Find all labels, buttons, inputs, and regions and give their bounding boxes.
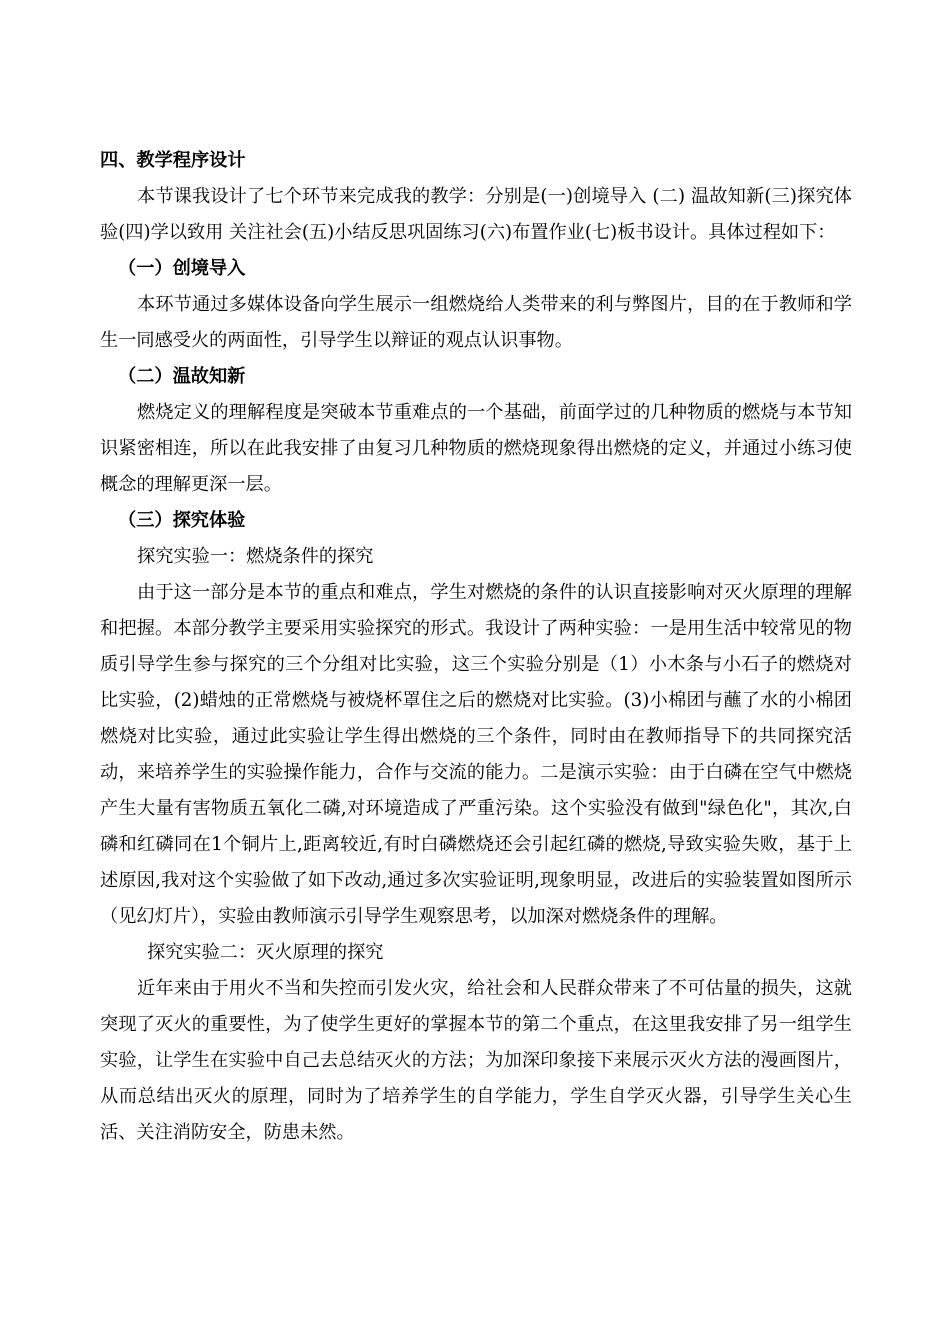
part1-title: （一）创境导入 — [118, 258, 246, 279]
part2-paragraph: 燃烧定义的理解程度是突破本节重难点的一个基础，前面学过的几种物质的燃烧与本节知识紧密相连，所以在此我安排了由复习几种物质的燃烧现象得出燃烧的定义，并通过小练习使概念的理解更深一层。 — [100, 402, 852, 495]
document-content — [100, 143, 852, 1151]
section-title: 四、教学程序设计 — [100, 150, 246, 171]
part3-title: （三）探究体验 — [118, 510, 246, 531]
experiment1-paragraph: 由于这一部分是本节的重点和难点，学生对燃烧的条件的认识直接影响对灭火原理的理解和把握。本部分教学主要采用实验探究的形式。我设计了两种实验：一是用生活中较常见的物质引导学生参与探究的三个分组对比实验，这三个实验分别是（1）小木条与小石子的燃烧对比实验，(2)蜡烛的正常燃烧与被烧杯罩住之后的燃烧对比实验。(3)小棉团与蘸了水的小棉团燃烧对比实验，通过此实验让学生得出燃烧的三个条件，同时由在教师指导下的共同探究活动，来培养学生的实验操作能力，合作与交流的能力。二是演示实验：由于白磷在空气中燃烧产生大量有害物质五氧化二磷,对环境造成了严重污染。这个实验没有做到"绿色化"，其次,白磷和红磷同在1个铜片上,距离较近,有时白磷燃烧还会引起红磷的燃烧,导致实验失败，基于上述原因,我对这个实验做了如下改动,通过多次实验证明,现象明显，改进后的实验装置如图所示（见幻灯片），实验由教师演示引导学生观察思考，以加深对燃烧条件的理解。 — [100, 582, 852, 927]
intro-paragraph: 本节课我设计了七个环节来完成我的教学：分别是(一)创境导入 (二) 温故知新(三)探究体验(四)学以致用 关注社会(五)小结反思巩固练习(六)布置作业(七)板书设计。具体过程如下： — [100, 186, 852, 243]
experiment2-label: 探究实验二：灭火原理的探究 — [147, 942, 384, 963]
experiment2-paragraph: 近年来由于用火不当和失控而引发火灾，给社会和人民群众带来了不可估量的损失，这就突现了灭火的重要性，为了使学生更好的掌握本节的第二个重点，在这里我安排了另一组学生实验，让学生在实验中自己去总结灭火的方法；为加深印象接下来展示灭火方法的漫画图片，从而总结出灭火的原理，同时为了培养学生的自学能力，学生自学灭火器，引导学生关心生活、关注消防安全，防患未然。 — [100, 978, 852, 1143]
part2-title: （二）温故知新 — [118, 366, 246, 387]
part1-paragraph: 本环节通过多媒体设备向学生展示一组燃烧给人类带来的利与弊图片，目的在于教师和学生一同感受火的两面性，引导学生以辩证的观点认识事物。 — [100, 294, 852, 351]
experiment1-label: 探究实验一：燃烧条件的探究 — [137, 546, 374, 567]
